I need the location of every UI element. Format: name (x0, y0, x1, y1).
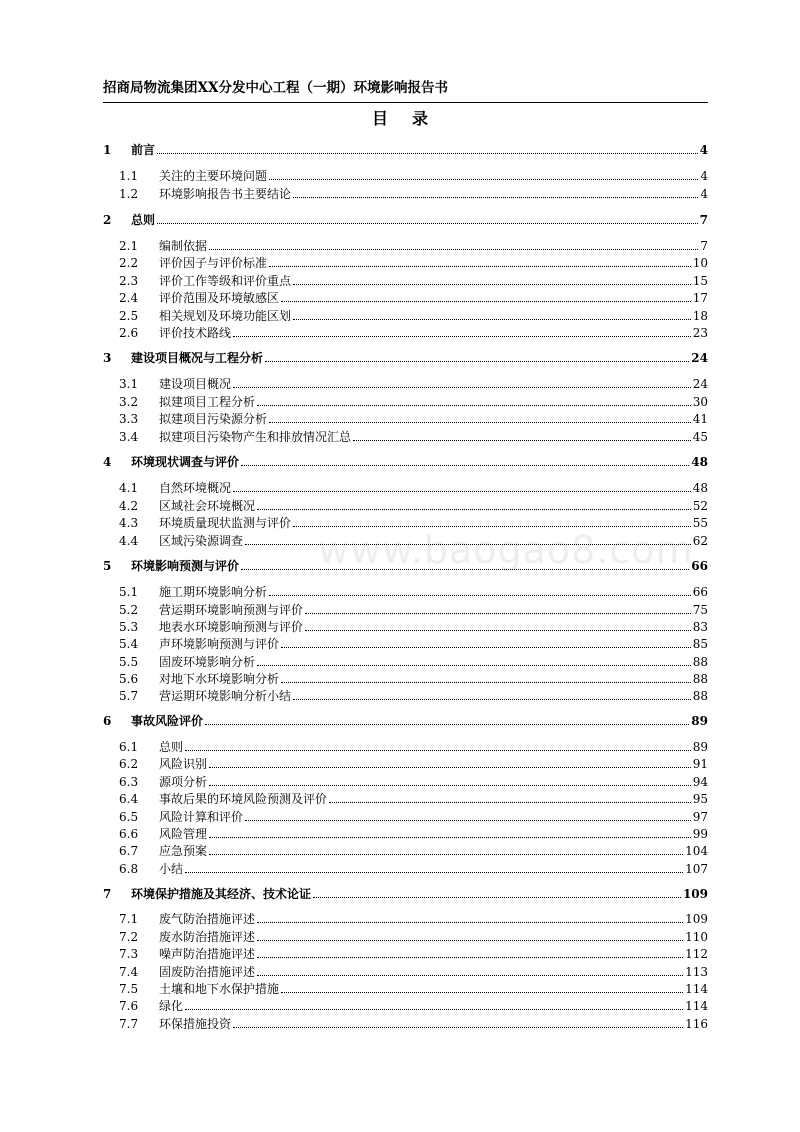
toc-section-row[interactable] (103, 306, 708, 324)
toc-entry-number: 2.6 (119, 326, 139, 340)
dot-leader (209, 249, 698, 250)
dot-leader (257, 922, 683, 923)
toc-entry-number: 7.1 (119, 912, 139, 926)
toc-entry-page: 116 (685, 1017, 708, 1031)
toc-entry-page: 4 (700, 169, 708, 183)
toc-entry-number: 3.1 (119, 377, 139, 391)
dot-leader (281, 682, 691, 683)
toc-entry-title: 环境影响预测与评价 (131, 559, 240, 573)
toc-section-row[interactable] (103, 323, 708, 341)
toc-entry-page: 18 (692, 309, 708, 323)
dot-leader (281, 992, 683, 993)
toc-entry-number: 6 (103, 714, 112, 728)
toc-entry-page: 75 (692, 603, 708, 617)
toc-section-row[interactable] (103, 824, 708, 842)
toc-entry-title: 地表水环境影响预测与评价 (159, 620, 304, 634)
toc-entry-page: 107 (685, 862, 708, 876)
toc-entry-page: 88 (692, 672, 708, 686)
toc-entry-number: 5 (103, 559, 112, 573)
toc-section-row[interactable] (103, 374, 708, 392)
toc-entry-title: 绿化 (159, 999, 184, 1013)
toc-entry-title: 编制依据 (159, 239, 208, 253)
toc-section-row[interactable] (103, 652, 708, 670)
toc-section-row[interactable] (103, 236, 708, 254)
dot-leader (233, 336, 691, 337)
toc-entry-number: 6.4 (119, 792, 139, 806)
toc-entry-page: 41 (692, 412, 708, 426)
dot-leader (185, 872, 683, 873)
dot-leader (293, 526, 691, 527)
toc-entry-number: 2.5 (119, 309, 139, 323)
toc-section-row[interactable] (103, 979, 708, 997)
toc-entry-page: 62 (692, 534, 708, 548)
toc-entry-title: 建设项目概况与工程分析 (131, 351, 264, 365)
toc-entry-number: 5.2 (119, 603, 139, 617)
toc-entry-number: 2 (103, 213, 112, 227)
toc-entry-page: 112 (685, 947, 708, 961)
toc-chapter-row[interactable] (103, 210, 708, 228)
toc-entry-page: 114 (685, 999, 708, 1013)
toc-entry-title: 自然环境概况 (159, 481, 232, 495)
toc-entry-title: 相关规划及环境功能区划 (159, 309, 292, 323)
dot-leader (233, 387, 691, 388)
toc-entry-number: 7.3 (119, 947, 139, 961)
toc-entry-title: 评价工作等级和评价重点 (159, 274, 292, 288)
toc-entry-title: 事故风险评价 (131, 714, 204, 728)
toc-entry-number: 6.5 (119, 810, 139, 824)
toc-entry-number: 1.1 (119, 169, 139, 183)
toc-section-row[interactable] (103, 927, 708, 945)
toc-section-row[interactable] (103, 478, 708, 496)
toc-section-row[interactable] (103, 962, 708, 980)
toc-entry-title: 固废防治措施评述 (159, 965, 256, 979)
toc-entry-page: 24 (692, 377, 708, 391)
toc-entry-title: 施工期环境影响分析 (159, 585, 268, 599)
dot-leader (245, 820, 691, 821)
toc-entry-number: 6.2 (119, 757, 139, 771)
toc-entry-page: 15 (692, 274, 708, 288)
toc-entry-page: 104 (685, 844, 708, 858)
dot-leader (293, 319, 691, 320)
toc-entry-title: 总则 (131, 213, 156, 227)
toc-entry-number: 3 (103, 351, 112, 365)
toc-section-row[interactable] (103, 669, 708, 687)
toc-section-row[interactable] (103, 166, 708, 184)
toc-entry-number: 2.1 (119, 239, 139, 253)
toc-entry-page: 85 (692, 637, 708, 651)
dot-leader (269, 422, 691, 423)
toc-entry-page: 66 (691, 559, 708, 573)
toc-section-row[interactable] (103, 634, 708, 652)
dot-leader (185, 750, 691, 751)
toc-entry-title: 关注的主要环境问题 (159, 169, 268, 183)
toc-entry-title: 营运期环境影响预测与评价 (159, 603, 304, 617)
toc-chapter-row[interactable] (103, 884, 708, 902)
dot-leader (269, 595, 691, 596)
toc-entry-page: 110 (685, 930, 708, 944)
toc-chapter-row[interactable] (103, 348, 708, 366)
toc-entry-number: 5.6 (119, 672, 139, 686)
toc-section-row[interactable] (103, 841, 708, 859)
toc-entry-number: 6.3 (119, 775, 139, 789)
toc-entry-page: 91 (692, 757, 708, 771)
toc-entry-number: 4.2 (119, 499, 139, 513)
toc-entry-page: 4 (699, 143, 708, 157)
toc-entry-page: 113 (685, 965, 708, 979)
toc-section-row[interactable] (103, 531, 708, 549)
toc-section-row[interactable] (103, 288, 708, 306)
toc-section-row[interactable] (103, 513, 708, 531)
dot-leader (281, 647, 691, 648)
toc-entry-page: 89 (691, 714, 708, 728)
toc-section-row[interactable] (103, 754, 708, 772)
dot-leader (257, 405, 691, 406)
toc-section-row[interactable] (103, 409, 708, 427)
dot-leader (269, 266, 691, 267)
toc-section-row[interactable] (103, 807, 708, 825)
toc-chapter-row[interactable] (103, 556, 708, 574)
dot-leader (257, 940, 683, 941)
toc-section-row[interactable] (103, 772, 708, 790)
toc-entry-title: 废气防治措施评述 (159, 912, 256, 926)
toc-entry-title: 噪声防治措施评述 (159, 947, 256, 961)
toc-section-row[interactable] (103, 737, 708, 755)
dot-leader (245, 544, 691, 545)
toc-title: 目录 (371, 109, 452, 128)
toc-section-row[interactable] (103, 859, 708, 877)
toc-entry-title: 声环境影响预测与评价 (159, 637, 280, 651)
toc-entry-page: 55 (692, 516, 708, 530)
toc-entry-page: 48 (692, 481, 708, 495)
dot-leader (281, 301, 691, 302)
toc-chapter-row[interactable] (103, 452, 708, 470)
toc-section-row[interactable] (103, 184, 708, 202)
toc-entry-title: 风险计算和评价 (159, 810, 244, 824)
toc-entry-page: 89 (692, 740, 708, 754)
dot-leader (293, 284, 691, 285)
toc-entry-title: 事故后果的环境风险预测及评价 (159, 792, 328, 806)
toc-entry-title: 评价因子与评价标准 (159, 256, 268, 270)
document-header: 招商局物流集团XX分发中心工程（一期）环境影响报告书 (103, 76, 708, 103)
dot-leader (157, 223, 698, 224)
toc-entry-number: 4 (103, 455, 112, 469)
toc-entry-number: 2.3 (119, 274, 139, 288)
toc-entry-title: 总则 (159, 740, 184, 754)
toc-entry-number: 6.7 (119, 844, 139, 858)
toc-entry-number: 4.4 (119, 534, 139, 548)
toc-entry-page: 95 (692, 792, 708, 806)
toc-entry-title: 前言 (131, 143, 156, 157)
toc-entry-title: 评价技术路线 (159, 326, 232, 340)
toc-entry-title: 环境质量现状监测与评价 (159, 516, 292, 530)
toc-entry-number: 3.4 (119, 430, 139, 444)
toc-section-row[interactable] (103, 996, 708, 1014)
toc-entry-page: 45 (692, 430, 708, 444)
toc-section-row[interactable] (103, 253, 708, 271)
dot-leader (209, 785, 691, 786)
dot-leader (241, 569, 689, 570)
toc-section-row[interactable] (103, 496, 708, 514)
toc-entry-page: 24 (691, 351, 708, 365)
toc-entry-number: 7.4 (119, 965, 139, 979)
toc-entry-number: 2.2 (119, 256, 139, 270)
dot-leader (233, 1027, 683, 1028)
toc-entry-page: 7 (700, 239, 708, 253)
dot-leader (209, 767, 691, 768)
dot-leader (185, 1009, 683, 1010)
toc-entry-page: 23 (692, 326, 708, 340)
toc-entry-number: 7.5 (119, 982, 139, 996)
toc-entry-page: 52 (692, 499, 708, 513)
toc-entry-number: 5.7 (119, 689, 139, 703)
toc-entry-number: 5.4 (119, 637, 139, 651)
toc-entry-page: 7 (699, 213, 708, 227)
toc-entry-page: 48 (691, 455, 708, 469)
dot-leader (313, 897, 681, 898)
toc-entry-number: 5.3 (119, 620, 139, 634)
dot-leader (257, 975, 683, 976)
toc-section-row[interactable] (103, 909, 708, 927)
dot-leader (257, 957, 683, 958)
toc-entry-number: 7.2 (119, 930, 139, 944)
toc-entry-number: 1.2 (119, 187, 139, 201)
toc-entry-page: 99 (692, 827, 708, 841)
toc-section-row[interactable] (103, 392, 708, 410)
toc-entry-title: 固废环境影响分析 (159, 655, 256, 669)
toc-entry-number: 6.8 (119, 862, 139, 876)
toc-entry-number: 3.3 (119, 412, 139, 426)
dot-leader (233, 491, 691, 492)
toc-entry-title: 拟建项目工程分析 (159, 395, 256, 409)
toc-section-row[interactable] (103, 944, 708, 962)
toc-entry-page: 17 (692, 291, 708, 305)
toc-entry-title: 小结 (159, 862, 184, 876)
toc-entry-number: 4.3 (119, 516, 139, 530)
toc-section-row[interactable] (103, 271, 708, 289)
toc-entry-page: 109 (685, 912, 708, 926)
toc-entry-title: 营运期环境影响分析小结 (159, 689, 292, 703)
toc-entry-title: 拟建项目污染物产生和排放情况汇总 (159, 430, 352, 444)
toc-entry-title: 拟建项目污染源分析 (159, 412, 268, 426)
toc-section-row[interactable] (103, 686, 708, 704)
toc-entry-page: 30 (692, 395, 708, 409)
toc-chapter-row[interactable] (103, 711, 708, 729)
toc-entry-title: 环境现状调查与评价 (131, 455, 240, 469)
watermark: www.baogao8.com (318, 528, 694, 572)
dot-leader (241, 465, 689, 466)
dot-leader (329, 802, 691, 803)
toc-entry-title: 对地下水环境影响分析 (159, 672, 280, 686)
toc-entry-number: 7 (103, 887, 112, 901)
toc-entry-number: 4.1 (119, 481, 139, 495)
toc-entry-page: 88 (692, 655, 708, 669)
toc-entry-page: 109 (682, 887, 708, 901)
toc-entry-number: 3.2 (119, 395, 139, 409)
toc-entry-number: 6.1 (119, 740, 139, 754)
toc-entry-number: 1 (103, 143, 112, 157)
dot-leader (305, 630, 691, 631)
toc-entry-number: 5.5 (119, 655, 139, 669)
toc-entry-page: 4 (700, 187, 708, 201)
toc-entry-page: 88 (692, 689, 708, 703)
dot-leader (209, 854, 683, 855)
dot-leader (257, 509, 691, 510)
dot-leader (293, 197, 698, 198)
toc-entry-title: 应急预案 (159, 844, 208, 858)
toc-entry-title: 风险识别 (159, 757, 208, 771)
dot-leader (209, 837, 691, 838)
toc-entry-page: 97 (692, 810, 708, 824)
toc-entry-page: 10 (692, 256, 708, 270)
toc-section-row[interactable] (103, 789, 708, 807)
toc-section-row[interactable] (103, 582, 708, 600)
toc-entry-page: 83 (692, 620, 708, 634)
toc-chapter-row[interactable] (103, 140, 708, 158)
dot-leader (353, 440, 691, 441)
toc-section-row[interactable] (103, 600, 708, 618)
toc-section-row[interactable] (103, 1014, 708, 1032)
toc-entry-title: 风险管理 (159, 827, 208, 841)
toc-entry-title: 评价范围及环境敏感区 (159, 291, 280, 305)
dot-leader (305, 613, 691, 614)
dot-leader (257, 665, 691, 666)
dot-leader (265, 361, 689, 362)
toc-section-row[interactable] (103, 427, 708, 445)
toc-entry-title: 建设项目概况 (159, 377, 232, 391)
toc-entry-number: 2.4 (119, 291, 139, 305)
toc-entry-title: 环境保护措施及其经济、技术论证 (131, 887, 312, 901)
toc-entry-title: 环保措施投资 (159, 1017, 232, 1031)
toc-entry-title: 源项分析 (159, 775, 208, 789)
toc-entry-title: 环境影响报告书主要结论 (159, 187, 292, 201)
toc-entry-page: 114 (685, 982, 708, 996)
toc-entry-title: 区域社会环境概况 (159, 499, 256, 513)
dot-leader (205, 724, 689, 725)
toc-entry-number: 5.1 (119, 585, 139, 599)
toc-entry-number: 7.7 (119, 1017, 139, 1031)
dot-leader (293, 699, 691, 700)
dot-leader (157, 153, 698, 154)
toc-entry-title: 土壤和地下水保护措施 (159, 982, 280, 996)
toc-section-row[interactable] (103, 617, 708, 635)
toc-entry-page: 94 (692, 775, 708, 789)
toc-entry-page: 66 (692, 585, 708, 599)
dot-leader (269, 179, 698, 180)
toc-entry-number: 6.6 (119, 827, 139, 841)
toc-entry-title: 废水防治措施评述 (159, 930, 256, 944)
toc-entry-number: 7.6 (119, 999, 139, 1013)
toc-entry-title: 区域污染源调查 (159, 534, 244, 548)
